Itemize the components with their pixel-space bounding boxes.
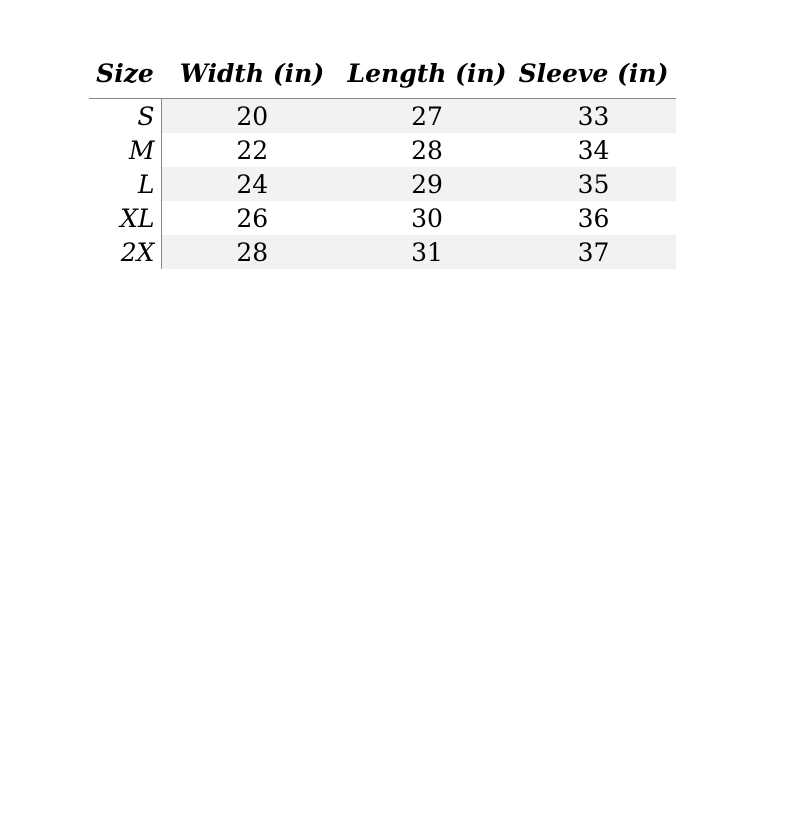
length-value: 27 (343, 99, 511, 134)
size-label: L (89, 167, 161, 201)
size-label: XL (89, 201, 161, 235)
size-label: S (89, 99, 161, 134)
size-chart-table (89, 54, 676, 269)
table-row (89, 235, 676, 269)
width-value: 28 (161, 235, 343, 269)
size-label: 2X (89, 235, 161, 269)
width-value: 20 (161, 99, 343, 134)
sleeve-value: 37 (511, 235, 676, 269)
header-width: Width (in) (161, 54, 343, 99)
sleeve-value: 34 (577, 135, 610, 165)
header-row (89, 54, 676, 99)
width-value: 26 (236, 203, 269, 233)
table-row (89, 99, 676, 134)
sleeve-value: 35 (511, 167, 676, 201)
width-value: 22 (236, 135, 269, 165)
table-row (89, 167, 676, 201)
size-label: M (89, 133, 161, 167)
header-length: Length (in) (343, 54, 511, 99)
sleeve-value: 33 (511, 99, 676, 134)
table-row (89, 133, 676, 167)
length-value: 28 (411, 135, 443, 165)
length-value: 31 (343, 235, 511, 269)
table-row (89, 201, 676, 235)
sleeve-value: 36 (577, 203, 610, 233)
width-value: 24 (161, 167, 343, 201)
length-value: 29 (343, 167, 511, 201)
header-size: Size (89, 54, 161, 99)
header-sleeve: Sleeve (in) (511, 54, 676, 99)
length-value: 30 (411, 203, 443, 233)
